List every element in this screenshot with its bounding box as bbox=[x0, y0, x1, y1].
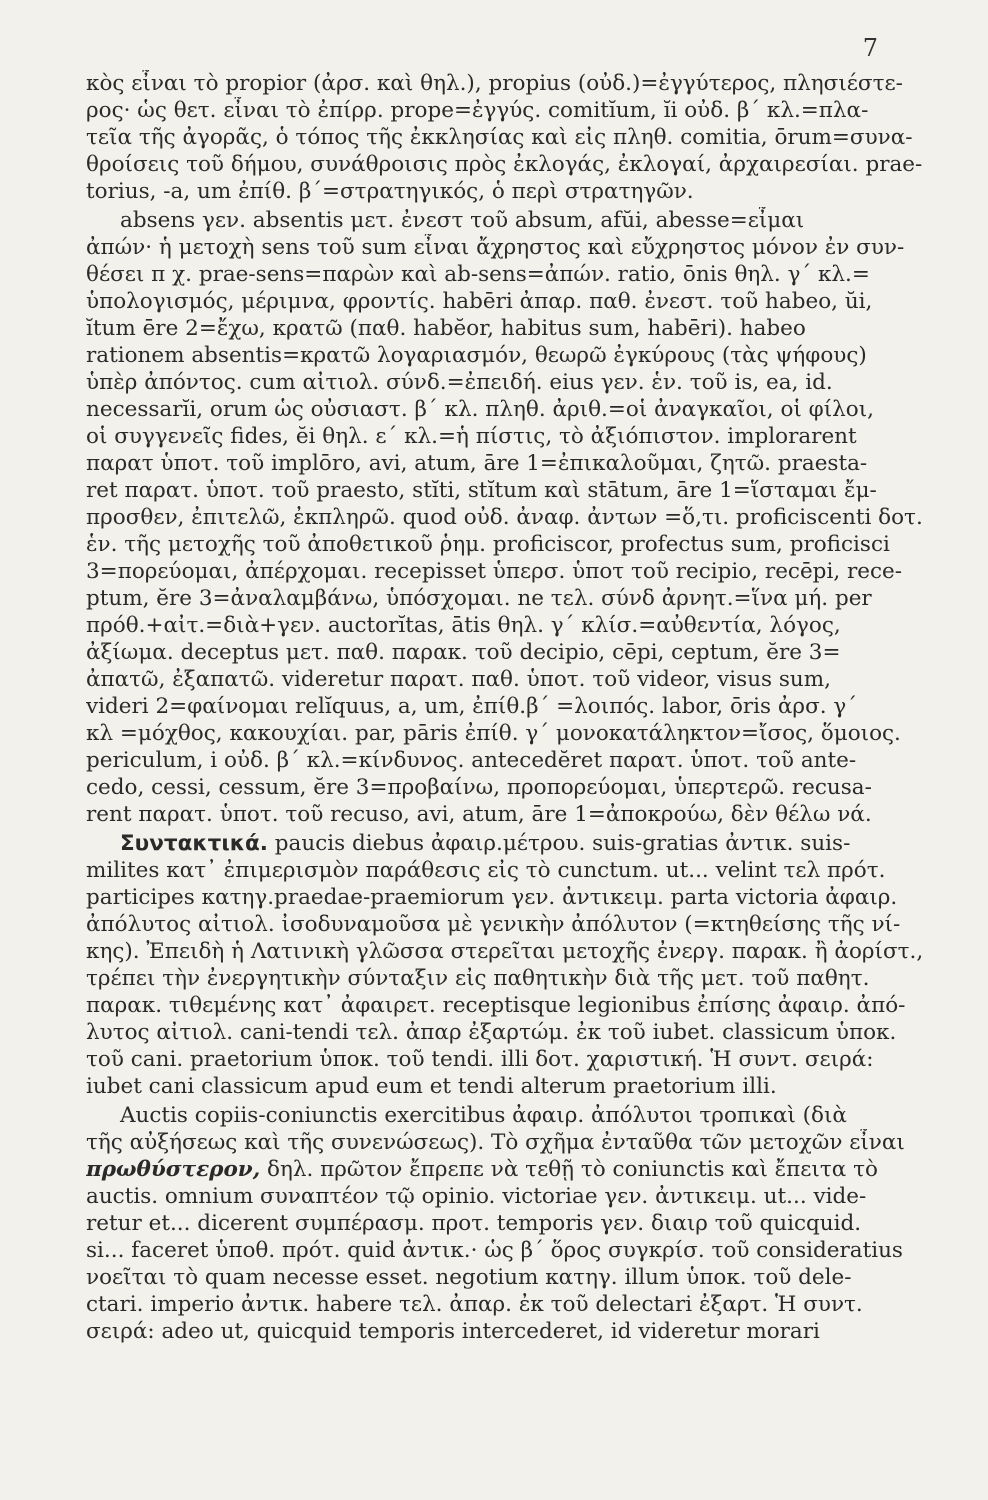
text-line: τεῖα τῆς ἀγορᾶς, ὁ τόπος τῆς ἐκκλησίας καὶ εἰς πληθ. comitia, ōrum=συνα- bbox=[86, 125, 913, 150]
main-text bbox=[86, 70, 926, 1345]
text-line: periculum, i οὐδ. β΄ κλ.=κίνδυνος. antecedĕret παρατ. ὑποτ. τοῦ ante- bbox=[86, 748, 857, 773]
text-line: ἀπόλυτος αἰτιολ. ἰσοδυναμοῦσα μὲ γενικὴν ἀπόλυτον (=κτηθείσης τῆς νί- bbox=[86, 912, 901, 937]
text-line: si... faceret ὑποθ. πρότ. quid ἀντικ.· ὡς β΄ ὅρος συγκρίσ. τοῦ consideratius bbox=[86, 1238, 903, 1263]
text-span: δηλ. πρῶτον ἔπρεπε νὰ τεθῇ τὸ coniunctis καὶ ἔπειτα τὸ bbox=[260, 1157, 878, 1182]
text-line: σειρά: adeo ut, quicquid temporis intercederet, id videretur morari bbox=[86, 1319, 820, 1344]
text-line: προσθεν, ἐπιτελῶ, ἐκπληρῶ. quod οὐδ. ἀναφ. ἀντων =ὅ,τι. proficiscenti δοτ. bbox=[86, 505, 923, 530]
text-line: ptum, ĕre 3=ἀναλαμβάνω, ὑπόσχομαι. ne τελ. σύνδ ἀρνητ.=ἵνα μή. per bbox=[86, 586, 872, 611]
text-line: ret παρατ. ὑποτ. τοῦ praesto, stĭti, stĭtum καὶ stātum, āre 1=ἵσταμαι ἔμ- bbox=[86, 478, 877, 503]
text-line: κλ =μόχθος, κακουχίαι. par, pāris ἐπίθ. γ΄ μονοκατάληκτον=ἴσος, ὅμοιος. bbox=[86, 721, 901, 746]
text-line: ρος· ὡς θετ. εἶναι τὸ ἐπίρρ. prope=ἐγγύς. comitĭum, ĭi οὐδ. β΄ κλ.=πλα- bbox=[86, 98, 869, 123]
text-line: 3=πορεύομαι, ἀπέρχομαι. recepisset ὑπερσ. ὑποτ τοῦ recipio, recēpi, rece- bbox=[86, 559, 903, 584]
paragraph-syntax-2 bbox=[86, 1102, 926, 1345]
text-line: παρακ. τιθεμένης κατ᾽ ἀφαιρετ. receptisque legionibus ἐπίσης ἀφαιρ. ἀπό- bbox=[86, 993, 906, 1018]
text-line: θέσει π χ. prae-sens=παρὼν καὶ ab-sens=ἀπών. ratio, ōnis θηλ. γ΄ κλ.= bbox=[86, 262, 870, 287]
text-line: ὑπολογισμός, μέριμνα, φροντίς. habēri ἀπαρ. παθ. ἐνεστ. τοῦ habeo, ŭi, bbox=[86, 289, 873, 314]
text-line bbox=[86, 1156, 926, 1183]
text-line: auctis. omnium συναπτέον τῷ opinio. victoriae γεν. ἀντικειμ. ut... vide- bbox=[86, 1184, 867, 1209]
syntax-heading: Συντακτικά. bbox=[120, 831, 268, 856]
text-line: τῆς αὐξήσεως καὶ τῆς συνενώσεως). Τὸ σχῆμα ἐνταῦθα τῶν μετοχῶν εἶναι bbox=[86, 1130, 905, 1155]
text-line: torius, -a, um ἐπίθ. β΄=στρατηγικός, ὁ περὶ στρατηγῶν. bbox=[86, 179, 694, 204]
text-line: κης). Ἐπειδὴ ἡ Λατινικὴ γλῶσσα στερεῖται μετοχῆς ἐνεργ. παρακ. ἢ ἀορίστ., bbox=[86, 939, 924, 964]
text-line: participes κατηγ.praedae-praemiorum γεν. ἀντικειμ. parta victoria ἀφαιρ. bbox=[86, 885, 898, 910]
text-line: θροίσεις τοῦ δήμου, συνάθροισις πρὸς ἐκλογάς, ἐκλογαί, ἀρχαιρεσίαι. prae- bbox=[86, 152, 923, 177]
text-line: ὑπὲρ ἀπόντος. cum αἰτιολ. σύνδ.=ἐπειδή. eius γεν. ἑν. τοῦ is, ea, id. bbox=[86, 370, 833, 395]
paragraph-syntax-1 bbox=[86, 830, 926, 1100]
term-bold: πρωθύστερον, bbox=[86, 1157, 261, 1182]
text-line: Auctis copiis-coniunctis exercitibus ἀφαιρ. ἀπόλυτοι τροπικαὶ (διὰ bbox=[120, 1103, 847, 1128]
text-line: milites κατ᾽ ἐπιμερισμὸν παράθεσις εἰς τὸ cunctum. ut... velint τελ πρότ. bbox=[86, 858, 886, 883]
text-line: ĭtum ēre 2=ἔχω, κρατῶ (παθ. habĕor, habitus sum, habēri). habeo bbox=[86, 316, 806, 341]
text-line: ἑν. τῆς μετοχῆς τοῦ ἀποθετικοῦ ῥημ. proficiscor, profectus sum, proficisci bbox=[86, 532, 890, 557]
text-line: rationem absentis=κρατῶ λογαριασμόν, θεωρῶ ἐγκύρους (τὰς ψήφους) bbox=[86, 343, 867, 368]
text-line: videri 2=φαίνομαι relĭquus, a, um, ἐπίθ.β΄ =λοιπός. labor, ōris ἀρσ. γ΄ bbox=[86, 694, 858, 719]
text-line: ἀπών· ἡ μετοχὴ sens τοῦ sum εἶναι ἄχρηστος καὶ εὔχρηστος μόνον ἐν συν- bbox=[86, 235, 905, 260]
text-line: ἀξίωμα. deceptus μετ. παθ. παρακ. τοῦ decipio, cēpi, ceptum, ĕre 3= bbox=[86, 640, 841, 665]
text-line: rent παρατ. ὑποτ. τοῦ recuso, avi, atum, āre 1=ἀποκρούω, δὲν θέλω νά. bbox=[86, 802, 872, 827]
text-line: cedo, cessi, cessum, ĕre 3=προβαίνω, προπορεύομαι, ὑπερτερῶ. recusa- bbox=[86, 775, 872, 800]
text-line: νοεῖται τὸ quam necesse esset. negotium κατηγ. illum ὑποκ. τοῦ dele- bbox=[86, 1265, 852, 1290]
paragraph-vocabulary-2 bbox=[86, 207, 926, 828]
text-line: retur et... dicerent συμπέρασμ. προτ. temporis γεν. διαιρ τοῦ quicquid. bbox=[86, 1211, 862, 1236]
text-span: paucis diebus ἀφαιρ.μέτρου. suis-gratias ἀντικ. suis- bbox=[274, 831, 851, 856]
page-number: 7 bbox=[862, 34, 878, 62]
text-line: λυτος αἰτιολ. cani-tendi τελ. ἀπαρ ἐξαρτώμ. ἐκ τοῦ iubet. classicum ὑποκ. bbox=[86, 1020, 897, 1045]
text-line: ἀπατῶ, ἐξαπατῶ. videretur παρατ. παθ. ὑποτ. τοῦ videor, visus sum, bbox=[86, 667, 832, 692]
text-line: τοῦ cani. praetorium ὑποκ. τοῦ tendi. illi δοτ. χαριστική. Ἡ συντ. σειρά: bbox=[86, 1047, 874, 1072]
paragraph-vocabulary-1 bbox=[86, 70, 926, 205]
text-line: πρόθ.+αἰτ.=διὰ+γεν. auctorĭtas, ātis θηλ. γ΄ κλίσ.=αὐθεντία, λόγος, bbox=[86, 613, 841, 638]
text-line: παρατ ὑποτ. τοῦ implōro, avi, atum, āre 1=ἐπικαλοῦμαι, ζητῶ. praesta- bbox=[86, 451, 868, 476]
text-line: οἱ συγγενεῖς fides, ĕi θηλ. ε΄ κλ.=ἡ πίστις, τὸ ἀξιόπιστον. implorarent bbox=[86, 424, 857, 449]
text-line: necessarĭi, orum ὡς οὐσιαστ. β΄ κλ. πληθ. ἀριθ.=οἱ ἀναγκαῖοι, οἱ φίλοι, bbox=[86, 397, 874, 422]
text-line bbox=[86, 830, 926, 857]
text-line: absens γεν. absentis μετ. ἐνεστ τοῦ absum, afŭi, abesse=εἶμαι bbox=[120, 208, 805, 233]
text-line: iubet cani classicum apud eum et tendi alterum praetorium illi. bbox=[86, 1074, 777, 1099]
text-line: κὸς εἶναι τὸ propior (ἀρσ. καὶ θηλ.), propius (οὐδ.)=ἐγγύτερος, πλησιέστε- bbox=[86, 71, 903, 96]
text-line: τρέπει τὴν ἐνεργητικὴν σύνταξιν εἰς παθητικὴν διὰ τῆς μετ. τοῦ παθητ. bbox=[86, 966, 870, 991]
text-line: ctari. imperio ἀντικ. habere τελ. ἀπαρ. ἐκ τοῦ delectari ἐξαρτ. Ἡ συντ. bbox=[86, 1292, 863, 1317]
